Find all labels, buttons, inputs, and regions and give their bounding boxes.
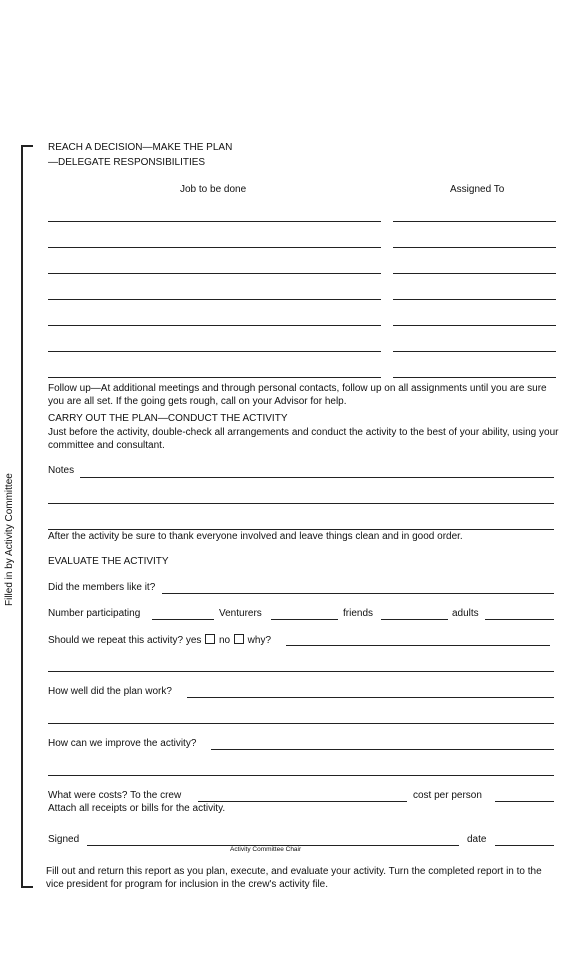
why-field[interactable]: [286, 645, 550, 646]
job-field[interactable]: [48, 221, 381, 222]
improve-answer-field-continued[interactable]: [48, 775, 554, 776]
column-header-job: Job to be done: [180, 184, 247, 195]
costs-question: What were costs? To the crew: [48, 790, 182, 801]
improve-answer-field[interactable]: [211, 749, 554, 750]
cost-per-person-label: cost per person: [413, 790, 482, 801]
number-participating-label: Number participating: [48, 608, 141, 619]
carry-out-text: Just before the activity, double-check all arrangements and conduct the activity to the best of your ability, using your committee and consultant.: [48, 427, 559, 451]
section-heading-plan: REACH A DECISION—MAKE THE PLAN: [48, 142, 233, 153]
side-bracket-top: [21, 145, 33, 147]
cost-per-person-field[interactable]: [495, 801, 554, 802]
repeat-question: [48, 634, 271, 648]
assigned-field[interactable]: [393, 299, 556, 300]
assigned-field[interactable]: [393, 351, 556, 352]
friends-field[interactable]: [381, 619, 448, 620]
job-field[interactable]: [48, 273, 381, 274]
job-field[interactable]: [48, 351, 381, 352]
footer-instructions: Fill out and return this report as you plan, execute, and evaluate your activity. Turn the completed report in to the vice president for program for inclusion in the crew's activity file.: [46, 866, 542, 890]
adults-field[interactable]: [485, 619, 554, 620]
date-field[interactable]: [495, 845, 554, 846]
section-heading-evaluate: EVALUATE THE ACTIVITY: [48, 556, 169, 567]
venturers-label: Venturers: [219, 608, 262, 619]
assigned-field[interactable]: [393, 221, 556, 222]
notes-label: Notes: [48, 465, 75, 476]
yes-checkbox[interactable]: [205, 634, 215, 644]
plan-answer-field-continued[interactable]: [48, 723, 554, 724]
number-participating-field[interactable]: [152, 619, 214, 620]
no-label: no: [218, 635, 231, 646]
notes-field[interactable]: [48, 503, 554, 504]
improve-question: How can we improve the activity?: [48, 738, 197, 749]
why-label: why?: [247, 635, 272, 646]
follow-up-text: Follow up—At additional meetings and through personal contacts, follow up on all assignments until you are sure you are all set. If the going gets rough, call on your Advisor for help.: [48, 383, 547, 407]
assigned-field[interactable]: [393, 247, 556, 248]
why-field-continued[interactable]: [48, 671, 554, 672]
date-label: date: [467, 834, 487, 845]
notes-field[interactable]: [80, 477, 554, 478]
notes-field[interactable]: [48, 529, 554, 530]
signed-label: Signed: [48, 834, 80, 845]
side-label: Filled in by Activity Committee: [4, 469, 17, 610]
like-question: Did the members like it?: [48, 582, 156, 593]
assigned-field[interactable]: [393, 377, 556, 378]
plan-answer-field[interactable]: [187, 697, 554, 698]
job-field[interactable]: [48, 247, 381, 248]
repeat-question-label: Should we repeat this activity? yes: [48, 635, 202, 646]
assigned-field[interactable]: [393, 325, 556, 326]
venturers-field[interactable]: [271, 619, 338, 620]
job-field[interactable]: [48, 325, 381, 326]
side-bracket-line: [21, 145, 23, 887]
column-header-assigned: Assigned To: [450, 184, 505, 195]
side-bracket-bottom: [21, 886, 33, 888]
job-field[interactable]: [48, 299, 381, 300]
section-heading-carry-out: CARRY OUT THE PLAN—CONDUCT THE ACTIVITY: [48, 413, 288, 424]
like-answer-field[interactable]: [162, 593, 554, 594]
plan-question: How well did the plan work?: [48, 686, 172, 697]
section-heading-delegate: —DELEGATE RESPONSIBILITIES: [48, 157, 206, 168]
crew-cost-field[interactable]: [198, 801, 407, 802]
signature-caption: Activity Committee Chair: [230, 846, 302, 853]
no-checkbox[interactable]: [234, 634, 244, 644]
attach-receipts-text: Attach all receipts or bills for the activity.: [48, 803, 226, 814]
assigned-field[interactable]: [393, 273, 556, 274]
friends-label: friends: [343, 608, 374, 619]
adults-label: adults: [452, 608, 479, 619]
after-activity-text: After the activity be sure to thank everyone involved and leave things clean and in good order.: [48, 531, 463, 542]
job-field[interactable]: [48, 377, 381, 378]
